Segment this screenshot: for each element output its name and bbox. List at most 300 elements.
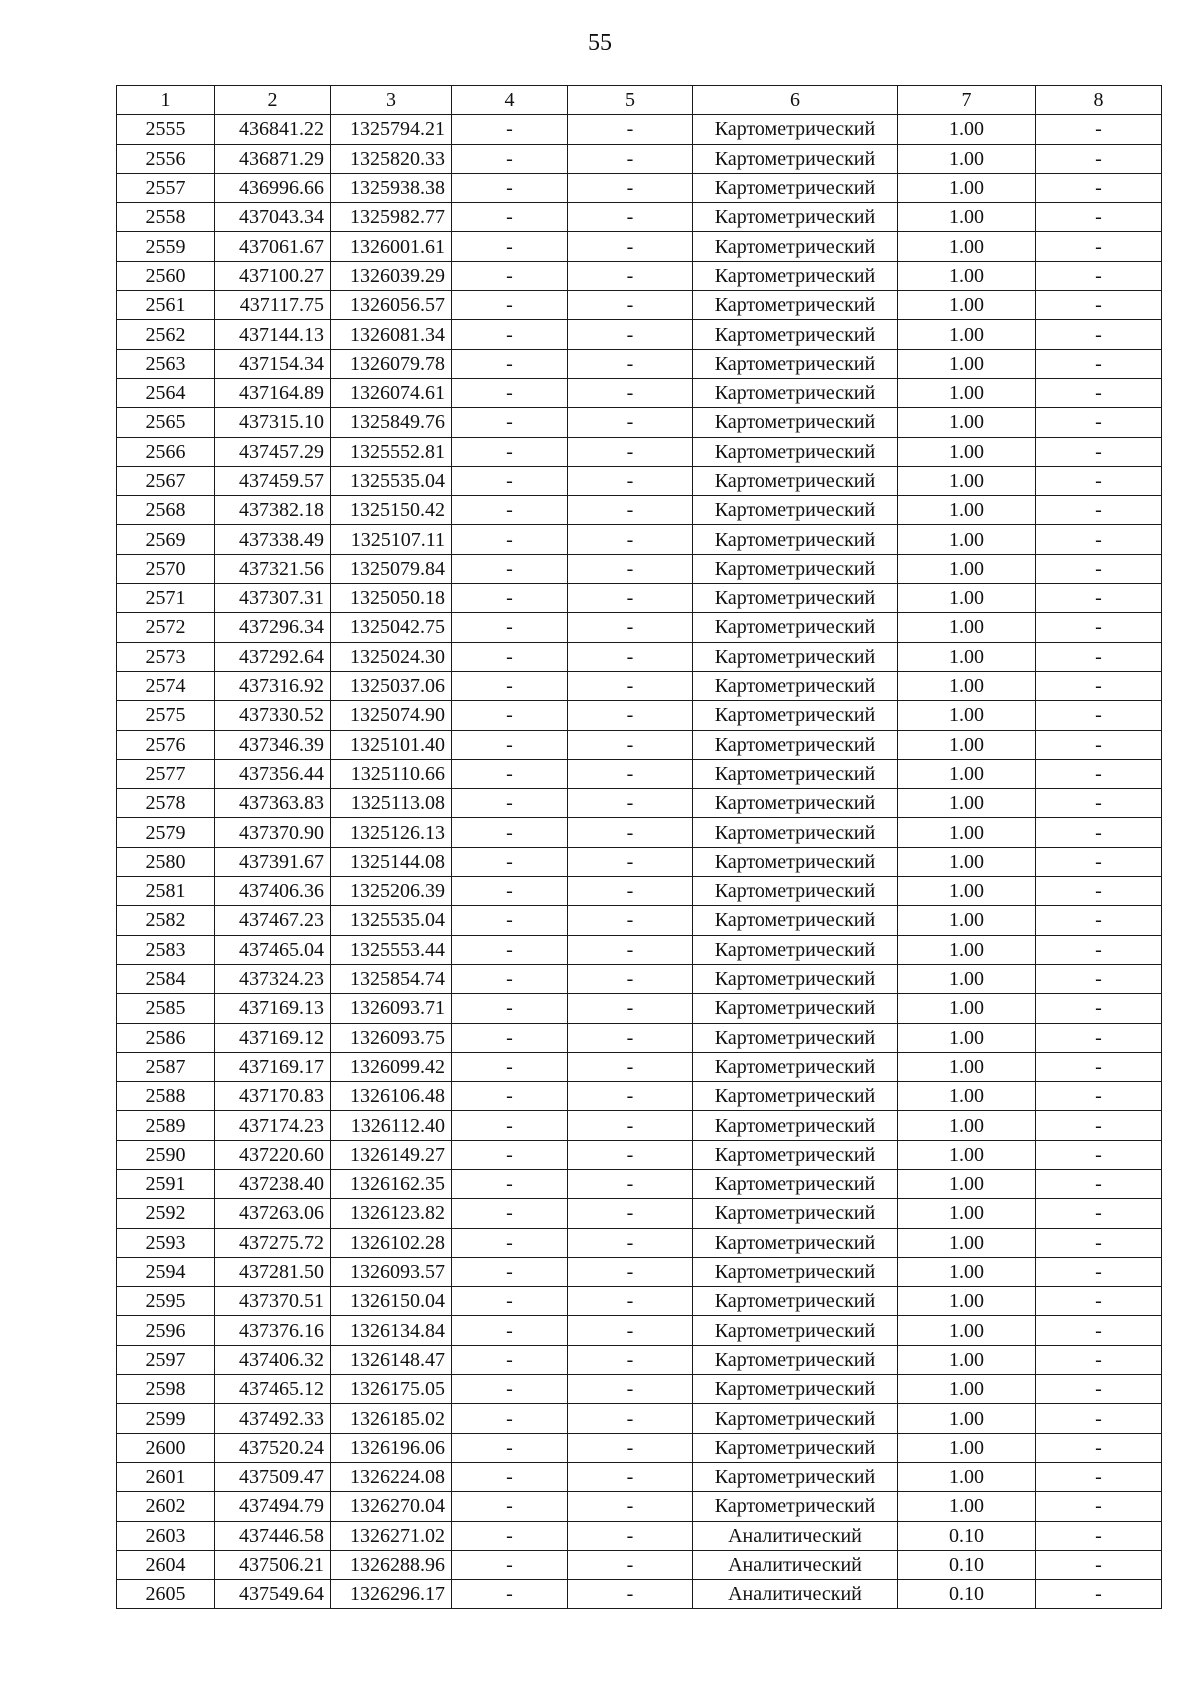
point-number-cell: 2589 xyxy=(117,1111,215,1140)
col-8-value-cell: - xyxy=(1036,320,1162,349)
point-number-cell: 2578 xyxy=(117,789,215,818)
point-number-cell: 2594 xyxy=(117,1257,215,1286)
accuracy-cell: 1.00 xyxy=(898,1169,1036,1198)
accuracy-cell: 1.00 xyxy=(898,789,1036,818)
x-coordinate-cell: 437169.17 xyxy=(215,1052,331,1081)
point-number-cell: 2559 xyxy=(117,232,215,261)
table-row xyxy=(117,1287,1162,1316)
point-number-cell: 2558 xyxy=(117,203,215,232)
col-5-value-cell: - xyxy=(568,144,693,173)
method-cell: Картометрический xyxy=(693,408,898,437)
col-5-value-cell: - xyxy=(568,1111,693,1140)
col-5-value-cell: - xyxy=(568,1492,693,1521)
point-number-cell: 2601 xyxy=(117,1462,215,1491)
x-coordinate-cell: 437144.13 xyxy=(215,320,331,349)
y-coordinate-cell: 1326148.47 xyxy=(331,1345,452,1374)
method-cell: Картометрический xyxy=(693,1023,898,1052)
col-4-value-cell: - xyxy=(452,877,568,906)
col-5-value-cell: - xyxy=(568,1052,693,1081)
point-number-cell: 2593 xyxy=(117,1228,215,1257)
accuracy-cell: 1.00 xyxy=(898,584,1036,613)
col-8-value-cell: - xyxy=(1036,378,1162,407)
col-4-value-cell: - xyxy=(452,701,568,730)
point-number-cell: 2555 xyxy=(117,115,215,144)
x-coordinate-cell: 437281.50 xyxy=(215,1257,331,1286)
x-coordinate-cell: 437446.58 xyxy=(215,1521,331,1550)
col-5-value-cell: - xyxy=(568,818,693,847)
col-8-value-cell: - xyxy=(1036,1228,1162,1257)
x-coordinate-cell: 437321.56 xyxy=(215,554,331,583)
x-coordinate-cell: 437457.29 xyxy=(215,437,331,466)
method-cell: Картометрический xyxy=(693,642,898,671)
col-4-value-cell: - xyxy=(452,906,568,935)
accuracy-cell: 1.00 xyxy=(898,1228,1036,1257)
method-cell: Картометрический xyxy=(693,1492,898,1521)
coordinates-table xyxy=(116,85,1162,1609)
x-coordinate-cell: 437292.64 xyxy=(215,642,331,671)
col-4-value-cell: - xyxy=(452,525,568,554)
col-5-value-cell: - xyxy=(568,847,693,876)
x-coordinate-cell: 437154.34 xyxy=(215,349,331,378)
col-5-value-cell: - xyxy=(568,964,693,993)
table-row xyxy=(117,906,1162,935)
accuracy-cell: 1.00 xyxy=(898,1287,1036,1316)
y-coordinate-cell: 1326074.61 xyxy=(331,378,452,407)
method-cell: Картометрический xyxy=(693,847,898,876)
method-cell: Картометрический xyxy=(693,232,898,261)
col-4-value-cell: - xyxy=(452,1287,568,1316)
x-coordinate-cell: 437492.33 xyxy=(215,1404,331,1433)
y-coordinate-cell: 1326150.04 xyxy=(331,1287,452,1316)
col-8-value-cell: - xyxy=(1036,1492,1162,1521)
accuracy-cell: 1.00 xyxy=(898,349,1036,378)
method-cell: Картометрический xyxy=(693,144,898,173)
table-row xyxy=(117,1462,1162,1491)
method-cell: Картометрический xyxy=(693,1287,898,1316)
method-cell: Картометрический xyxy=(693,759,898,788)
method-cell: Картометрический xyxy=(693,466,898,495)
table-row xyxy=(117,1580,1162,1609)
col-5-value-cell: - xyxy=(568,437,693,466)
col-8-value-cell: - xyxy=(1036,789,1162,818)
col-4-value-cell: - xyxy=(452,437,568,466)
accuracy-cell: 1.00 xyxy=(898,759,1036,788)
point-number-cell: 2595 xyxy=(117,1287,215,1316)
column-header-2: 2 xyxy=(215,86,331,115)
method-cell: Аналитический xyxy=(693,1521,898,1550)
point-number-cell: 2560 xyxy=(117,261,215,290)
column-header-6: 6 xyxy=(693,86,898,115)
x-coordinate-cell: 436871.29 xyxy=(215,144,331,173)
table-row xyxy=(117,964,1162,993)
col-5-value-cell: - xyxy=(568,173,693,202)
col-8-value-cell: - xyxy=(1036,1257,1162,1286)
col-4-value-cell: - xyxy=(452,1492,568,1521)
x-coordinate-cell: 437549.64 xyxy=(215,1580,331,1609)
table-row xyxy=(117,1345,1162,1374)
x-coordinate-cell: 437307.31 xyxy=(215,584,331,613)
col-4-value-cell: - xyxy=(452,1052,568,1081)
table-row xyxy=(117,1404,1162,1433)
table-row xyxy=(117,1023,1162,1052)
x-coordinate-cell: 436841.22 xyxy=(215,115,331,144)
col-8-value-cell: - xyxy=(1036,730,1162,759)
col-5-value-cell: - xyxy=(568,1082,693,1111)
table-row xyxy=(117,203,1162,232)
y-coordinate-cell: 1325074.90 xyxy=(331,701,452,730)
col-4-value-cell: - xyxy=(452,173,568,202)
col-4-value-cell: - xyxy=(452,964,568,993)
point-number-cell: 2572 xyxy=(117,613,215,642)
col-5-value-cell: - xyxy=(568,203,693,232)
table-row xyxy=(117,232,1162,261)
x-coordinate-cell: 437370.51 xyxy=(215,1287,331,1316)
table-row xyxy=(117,847,1162,876)
accuracy-cell: 1.00 xyxy=(898,554,1036,583)
point-number-cell: 2568 xyxy=(117,496,215,525)
accuracy-cell: 1.00 xyxy=(898,1199,1036,1228)
method-cell: Картометрический xyxy=(693,554,898,583)
table-header xyxy=(117,86,1162,115)
col-5-value-cell: - xyxy=(568,1199,693,1228)
point-number-cell: 2563 xyxy=(117,349,215,378)
table-row xyxy=(117,701,1162,730)
col-5-value-cell: - xyxy=(568,584,693,613)
col-4-value-cell: - xyxy=(452,408,568,437)
method-cell: Картометрический xyxy=(693,1404,898,1433)
y-coordinate-cell: 1326079.78 xyxy=(331,349,452,378)
y-coordinate-cell: 1325037.06 xyxy=(331,671,452,700)
col-8-value-cell: - xyxy=(1036,1550,1162,1579)
accuracy-cell: 1.00 xyxy=(898,203,1036,232)
col-8-value-cell: - xyxy=(1036,847,1162,876)
col-8-value-cell: - xyxy=(1036,1287,1162,1316)
col-4-value-cell: - xyxy=(452,378,568,407)
col-5-value-cell: - xyxy=(568,554,693,583)
y-coordinate-cell: 1325113.08 xyxy=(331,789,452,818)
col-5-value-cell: - xyxy=(568,1023,693,1052)
col-8-value-cell: - xyxy=(1036,1052,1162,1081)
y-coordinate-cell: 1326102.28 xyxy=(331,1228,452,1257)
col-8-value-cell: - xyxy=(1036,759,1162,788)
x-coordinate-cell: 437506.21 xyxy=(215,1550,331,1579)
accuracy-cell: 1.00 xyxy=(898,496,1036,525)
x-coordinate-cell: 437346.39 xyxy=(215,730,331,759)
col-8-value-cell: - xyxy=(1036,1082,1162,1111)
x-coordinate-cell: 437275.72 xyxy=(215,1228,331,1257)
accuracy-cell: 1.00 xyxy=(898,994,1036,1023)
x-coordinate-cell: 437338.49 xyxy=(215,525,331,554)
col-4-value-cell: - xyxy=(452,115,568,144)
col-5-value-cell: - xyxy=(568,1257,693,1286)
x-coordinate-cell: 437467.23 xyxy=(215,906,331,935)
col-5-value-cell: - xyxy=(568,642,693,671)
col-4-value-cell: - xyxy=(452,466,568,495)
col-8-value-cell: - xyxy=(1036,1375,1162,1404)
col-5-value-cell: - xyxy=(568,232,693,261)
col-4-value-cell: - xyxy=(452,1550,568,1579)
y-coordinate-cell: 1326196.06 xyxy=(331,1433,452,1462)
y-coordinate-cell: 1325024.30 xyxy=(331,642,452,671)
accuracy-cell: 1.00 xyxy=(898,964,1036,993)
col-4-value-cell: - xyxy=(452,496,568,525)
point-number-cell: 2579 xyxy=(117,818,215,847)
x-coordinate-cell: 437174.23 xyxy=(215,1111,331,1140)
x-coordinate-cell: 437391.67 xyxy=(215,847,331,876)
method-cell: Картометрический xyxy=(693,935,898,964)
point-number-cell: 2596 xyxy=(117,1316,215,1345)
method-cell: Картометрический xyxy=(693,1199,898,1228)
table-row xyxy=(117,291,1162,320)
accuracy-cell: 1.00 xyxy=(898,115,1036,144)
accuracy-cell: 1.00 xyxy=(898,906,1036,935)
col-8-value-cell: - xyxy=(1036,525,1162,554)
col-4-value-cell: - xyxy=(452,1462,568,1491)
table-row xyxy=(117,759,1162,788)
x-coordinate-cell: 437170.83 xyxy=(215,1082,331,1111)
accuracy-cell: 1.00 xyxy=(898,847,1036,876)
x-coordinate-cell: 437509.47 xyxy=(215,1462,331,1491)
col-5-value-cell: - xyxy=(568,759,693,788)
col-5-value-cell: - xyxy=(568,789,693,818)
col-8-value-cell: - xyxy=(1036,1169,1162,1198)
y-coordinate-cell: 1326271.02 xyxy=(331,1521,452,1550)
col-8-value-cell: - xyxy=(1036,1345,1162,1374)
y-coordinate-cell: 1326093.75 xyxy=(331,1023,452,1052)
method-cell: Картометрический xyxy=(693,877,898,906)
y-coordinate-cell: 1326134.84 xyxy=(331,1316,452,1345)
accuracy-cell: 0.10 xyxy=(898,1580,1036,1609)
accuracy-cell: 0.10 xyxy=(898,1521,1036,1550)
y-coordinate-cell: 1326099.42 xyxy=(331,1052,452,1081)
y-coordinate-cell: 1325110.66 xyxy=(331,759,452,788)
method-cell: Картометрический xyxy=(693,320,898,349)
col-8-value-cell: - xyxy=(1036,144,1162,173)
y-coordinate-cell: 1326123.82 xyxy=(331,1199,452,1228)
x-coordinate-cell: 437238.40 xyxy=(215,1169,331,1198)
col-5-value-cell: - xyxy=(568,349,693,378)
x-coordinate-cell: 437164.89 xyxy=(215,378,331,407)
method-cell: Картометрический xyxy=(693,701,898,730)
accuracy-cell: 1.00 xyxy=(898,144,1036,173)
table-row xyxy=(117,613,1162,642)
col-8-value-cell: - xyxy=(1036,994,1162,1023)
y-coordinate-cell: 1325794.21 xyxy=(331,115,452,144)
x-coordinate-cell: 437324.23 xyxy=(215,964,331,993)
table-row xyxy=(117,1433,1162,1462)
y-coordinate-cell: 1326056.57 xyxy=(331,291,452,320)
y-coordinate-cell: 1326288.96 xyxy=(331,1550,452,1579)
col-4-value-cell: - xyxy=(452,291,568,320)
col-8-value-cell: - xyxy=(1036,964,1162,993)
col-4-value-cell: - xyxy=(452,320,568,349)
col-5-value-cell: - xyxy=(568,261,693,290)
point-number-cell: 2602 xyxy=(117,1492,215,1521)
table-row xyxy=(117,466,1162,495)
x-coordinate-cell: 437459.57 xyxy=(215,466,331,495)
col-5-value-cell: - xyxy=(568,466,693,495)
method-cell: Картометрический xyxy=(693,994,898,1023)
x-coordinate-cell: 437220.60 xyxy=(215,1140,331,1169)
col-4-value-cell: - xyxy=(452,203,568,232)
col-8-value-cell: - xyxy=(1036,349,1162,378)
col-8-value-cell: - xyxy=(1036,554,1162,583)
accuracy-cell: 1.00 xyxy=(898,525,1036,554)
y-coordinate-cell: 1325079.84 xyxy=(331,554,452,583)
table-row xyxy=(117,1550,1162,1579)
point-number-cell: 2582 xyxy=(117,906,215,935)
y-coordinate-cell: 1326112.40 xyxy=(331,1111,452,1140)
method-cell: Картометрический xyxy=(693,1228,898,1257)
method-cell: Картометрический xyxy=(693,349,898,378)
table-row xyxy=(117,1375,1162,1404)
y-coordinate-cell: 1325535.04 xyxy=(331,466,452,495)
col-4-value-cell: - xyxy=(452,1316,568,1345)
x-coordinate-cell: 436996.66 xyxy=(215,173,331,202)
col-4-value-cell: - xyxy=(452,1345,568,1374)
accuracy-cell: 1.00 xyxy=(898,1257,1036,1286)
point-number-cell: 2565 xyxy=(117,408,215,437)
col-4-value-cell: - xyxy=(452,232,568,261)
col-4-value-cell: - xyxy=(452,1082,568,1111)
y-coordinate-cell: 1326149.27 xyxy=(331,1140,452,1169)
y-coordinate-cell: 1325854.74 xyxy=(331,964,452,993)
col-8-value-cell: - xyxy=(1036,1462,1162,1491)
table-row xyxy=(117,320,1162,349)
point-number-cell: 2605 xyxy=(117,1580,215,1609)
col-4-value-cell: - xyxy=(452,642,568,671)
y-coordinate-cell: 1325126.13 xyxy=(331,818,452,847)
method-cell: Картометрический xyxy=(693,1345,898,1374)
method-cell: Аналитический xyxy=(693,1580,898,1609)
col-5-value-cell: - xyxy=(568,378,693,407)
accuracy-cell: 1.00 xyxy=(898,466,1036,495)
accuracy-cell: 1.00 xyxy=(898,642,1036,671)
col-8-value-cell: - xyxy=(1036,1316,1162,1345)
method-cell: Картометрический xyxy=(693,1375,898,1404)
x-coordinate-cell: 437117.75 xyxy=(215,291,331,320)
col-4-value-cell: - xyxy=(452,789,568,818)
table-row xyxy=(117,525,1162,554)
col-5-value-cell: - xyxy=(568,671,693,700)
accuracy-cell: 1.00 xyxy=(898,1023,1036,1052)
col-8-value-cell: - xyxy=(1036,906,1162,935)
column-header-4: 4 xyxy=(452,86,568,115)
method-cell: Картометрический xyxy=(693,496,898,525)
table-row xyxy=(117,994,1162,1023)
point-number-cell: 2598 xyxy=(117,1375,215,1404)
col-4-value-cell: - xyxy=(452,759,568,788)
y-coordinate-cell: 1325050.18 xyxy=(331,584,452,613)
accuracy-cell: 1.00 xyxy=(898,232,1036,261)
col-8-value-cell: - xyxy=(1036,1433,1162,1462)
point-number-cell: 2591 xyxy=(117,1169,215,1198)
accuracy-cell: 1.00 xyxy=(898,261,1036,290)
table-row xyxy=(117,1169,1162,1198)
table-row xyxy=(117,1082,1162,1111)
table-row xyxy=(117,935,1162,964)
accuracy-cell: 1.00 xyxy=(898,1082,1036,1111)
col-4-value-cell: - xyxy=(452,935,568,964)
table-row xyxy=(117,818,1162,847)
table-row xyxy=(117,671,1162,700)
col-5-value-cell: - xyxy=(568,1287,693,1316)
accuracy-cell: 1.00 xyxy=(898,818,1036,847)
x-coordinate-cell: 437363.83 xyxy=(215,789,331,818)
accuracy-cell: 1.00 xyxy=(898,1345,1036,1374)
col-8-value-cell: - xyxy=(1036,1140,1162,1169)
col-4-value-cell: - xyxy=(452,1257,568,1286)
col-5-value-cell: - xyxy=(568,1140,693,1169)
col-5-value-cell: - xyxy=(568,1345,693,1374)
method-cell: Картометрический xyxy=(693,173,898,202)
accuracy-cell: 1.00 xyxy=(898,1111,1036,1140)
y-coordinate-cell: 1326224.08 xyxy=(331,1462,452,1491)
point-number-cell: 2583 xyxy=(117,935,215,964)
col-5-value-cell: - xyxy=(568,1521,693,1550)
col-8-value-cell: - xyxy=(1036,466,1162,495)
point-number-cell: 2588 xyxy=(117,1082,215,1111)
col-8-value-cell: - xyxy=(1036,173,1162,202)
x-coordinate-cell: 437520.24 xyxy=(215,1433,331,1462)
method-cell: Аналитический xyxy=(693,1550,898,1579)
point-number-cell: 2587 xyxy=(117,1052,215,1081)
accuracy-cell: 1.00 xyxy=(898,173,1036,202)
accuracy-cell: 0.10 xyxy=(898,1550,1036,1579)
method-cell: Картометрический xyxy=(693,203,898,232)
x-coordinate-cell: 437370.90 xyxy=(215,818,331,847)
col-4-value-cell: - xyxy=(452,554,568,583)
x-coordinate-cell: 437406.36 xyxy=(215,877,331,906)
col-8-value-cell: - xyxy=(1036,671,1162,700)
y-coordinate-cell: 1326270.04 xyxy=(331,1492,452,1521)
y-coordinate-cell: 1326106.48 xyxy=(331,1082,452,1111)
column-header-5: 5 xyxy=(568,86,693,115)
x-coordinate-cell: 437296.34 xyxy=(215,613,331,642)
table-row xyxy=(117,584,1162,613)
method-cell: Картометрический xyxy=(693,613,898,642)
col-4-value-cell: - xyxy=(452,1228,568,1257)
accuracy-cell: 1.00 xyxy=(898,291,1036,320)
y-coordinate-cell: 1325107.11 xyxy=(331,525,452,554)
table-row xyxy=(117,1257,1162,1286)
accuracy-cell: 1.00 xyxy=(898,701,1036,730)
col-5-value-cell: - xyxy=(568,935,693,964)
point-number-cell: 2576 xyxy=(117,730,215,759)
col-4-value-cell: - xyxy=(452,1199,568,1228)
y-coordinate-cell: 1326175.05 xyxy=(331,1375,452,1404)
point-number-cell: 2562 xyxy=(117,320,215,349)
table-row xyxy=(117,349,1162,378)
y-coordinate-cell: 1325938.38 xyxy=(331,173,452,202)
y-coordinate-cell: 1326093.71 xyxy=(331,994,452,1023)
point-number-cell: 2580 xyxy=(117,847,215,876)
x-coordinate-cell: 437316.92 xyxy=(215,671,331,700)
y-coordinate-cell: 1325553.44 xyxy=(331,935,452,964)
x-coordinate-cell: 437061.67 xyxy=(215,232,331,261)
y-coordinate-cell: 1326081.34 xyxy=(331,320,452,349)
table-row xyxy=(117,144,1162,173)
col-8-value-cell: - xyxy=(1036,437,1162,466)
col-4-value-cell: - xyxy=(452,994,568,1023)
table-row xyxy=(117,789,1162,818)
accuracy-cell: 1.00 xyxy=(898,408,1036,437)
method-cell: Картометрический xyxy=(693,1169,898,1198)
point-number-cell: 2569 xyxy=(117,525,215,554)
x-coordinate-cell: 437315.10 xyxy=(215,408,331,437)
col-5-value-cell: - xyxy=(568,877,693,906)
accuracy-cell: 1.00 xyxy=(898,935,1036,964)
